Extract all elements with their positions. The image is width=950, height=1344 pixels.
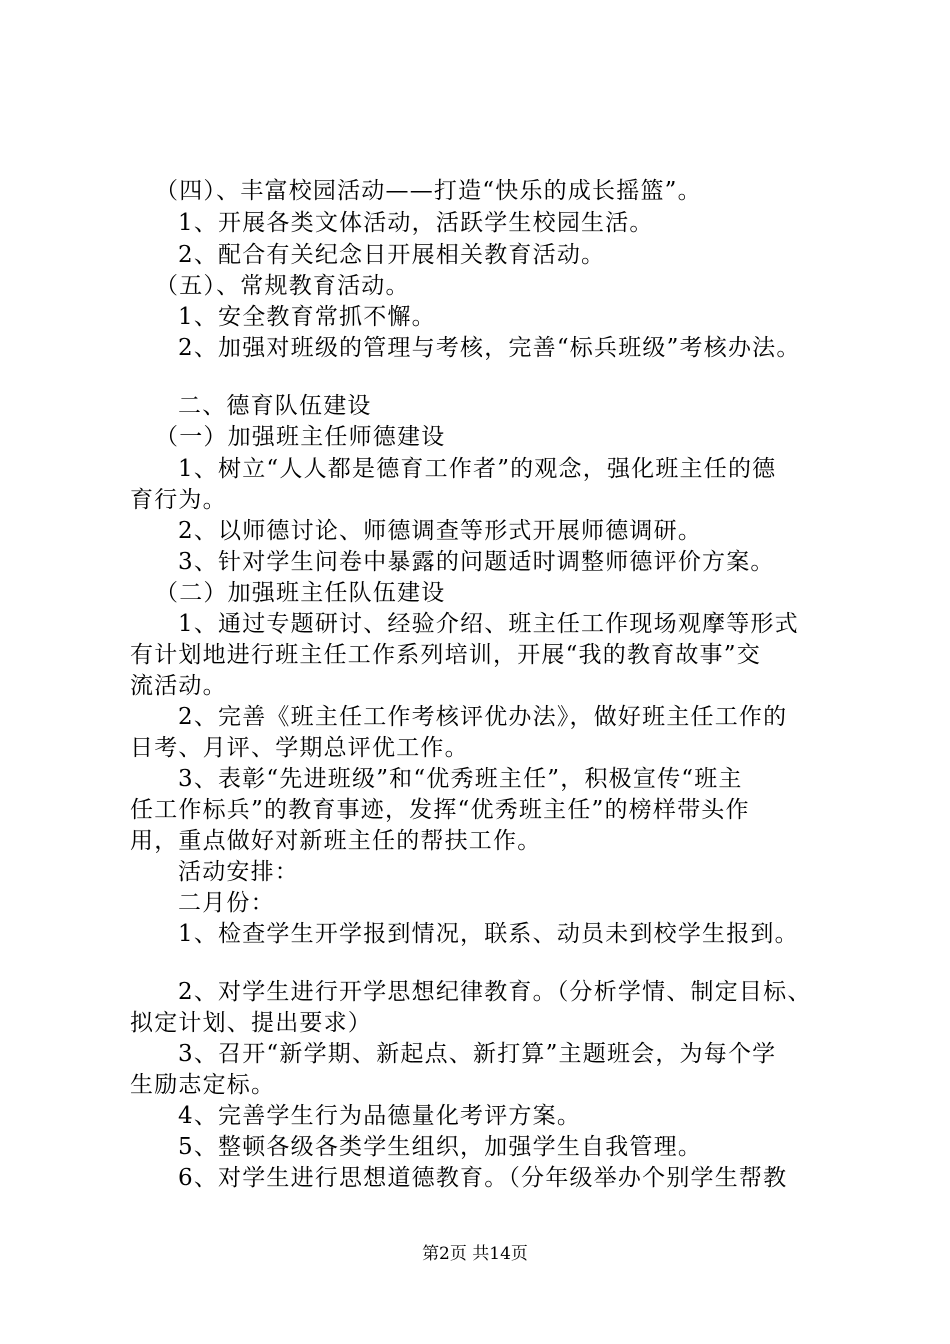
text-line: 1、安全教育常抓不懈。 [178, 304, 436, 330]
text-line: 2、对学生进行开学思想纪律教育。（分析学情、制定目标、 [178, 979, 812, 1005]
text-line: 4、完善学生行为品德量化考评方案。 [178, 1103, 582, 1129]
section-heading: 二、德育队伍建设 [178, 393, 372, 419]
text-line: 5、整顿各级各类学生组织，加强学生自我管理。 [178, 1134, 703, 1160]
text-line: 1、通过专题研讨、经验介绍、班主任工作现场观摩等形式 [178, 611, 799, 637]
text-line: 3、表彰“先进班级”和“优秀班主任”，积极宣传“班主 [178, 766, 743, 792]
text-line: （四）、丰富校园活动——打造“快乐的成长摇篮”。 [155, 178, 702, 204]
text-line: 拟定计划、提出要求） [130, 1010, 372, 1036]
text-line: 3、针对学生问卷中暴露的问题适时调整师德评价方案。 [178, 549, 775, 575]
text-line: （五）、常规教育活动。 [155, 273, 410, 299]
text-line: 2、配合有关纪念日开展相关教育活动。 [178, 242, 606, 268]
text-line: 1、开展各类文体活动，活跃学生校园生活。 [178, 210, 654, 236]
text-line: 6、对学生进行思想道德教育。（分年级举办个别学生帮教 [178, 1165, 788, 1191]
page-number-footer: 第2页 共14页 [422, 1244, 528, 1264]
text-line: 生励志定标。 [130, 1072, 276, 1098]
text-line: 有计划地进行班主任工作系列培训，开展“我的教育故事”交 [130, 642, 761, 668]
text-line: 2、以师德讨论、师德调查等形式开展师德调研。 [178, 518, 703, 544]
subsection-heading: （一）加强班主任师德建设 [155, 424, 446, 450]
text-line: 1、检查学生开学报到情况，联系、动员未到校学生报到。 [178, 921, 799, 947]
text-line: 日考、月评、学期总评优工作。 [130, 735, 469, 761]
text-line: 任工作标兵”的教育事迹，发挥“优秀班主任”的榜样带头作 [130, 797, 750, 823]
text-line: 育行为。 [130, 487, 227, 513]
text-line: 流活动。 [130, 673, 227, 699]
text-line: 1、树立“人人都是德育工作者”的观念，强化班主任的德 [178, 456, 777, 482]
text-line: 活动安排： [178, 859, 299, 885]
text-line: 2、加强对班级的管理与考核，完善“标兵班级”考核办法。 [178, 335, 801, 361]
text-line: 二月份： [178, 890, 275, 916]
text-line: 用，重点做好对新班主任的帮扶工作。 [130, 828, 542, 854]
text-line: 2、完善《班主任工作考核评优办法》，做好班主任工作的 [178, 704, 788, 730]
subsection-heading: （二）加强班主任队伍建设 [155, 580, 446, 606]
text-line: 3、召开“新学期、新起点、新打算”主题班会，为每个学 [178, 1041, 777, 1067]
